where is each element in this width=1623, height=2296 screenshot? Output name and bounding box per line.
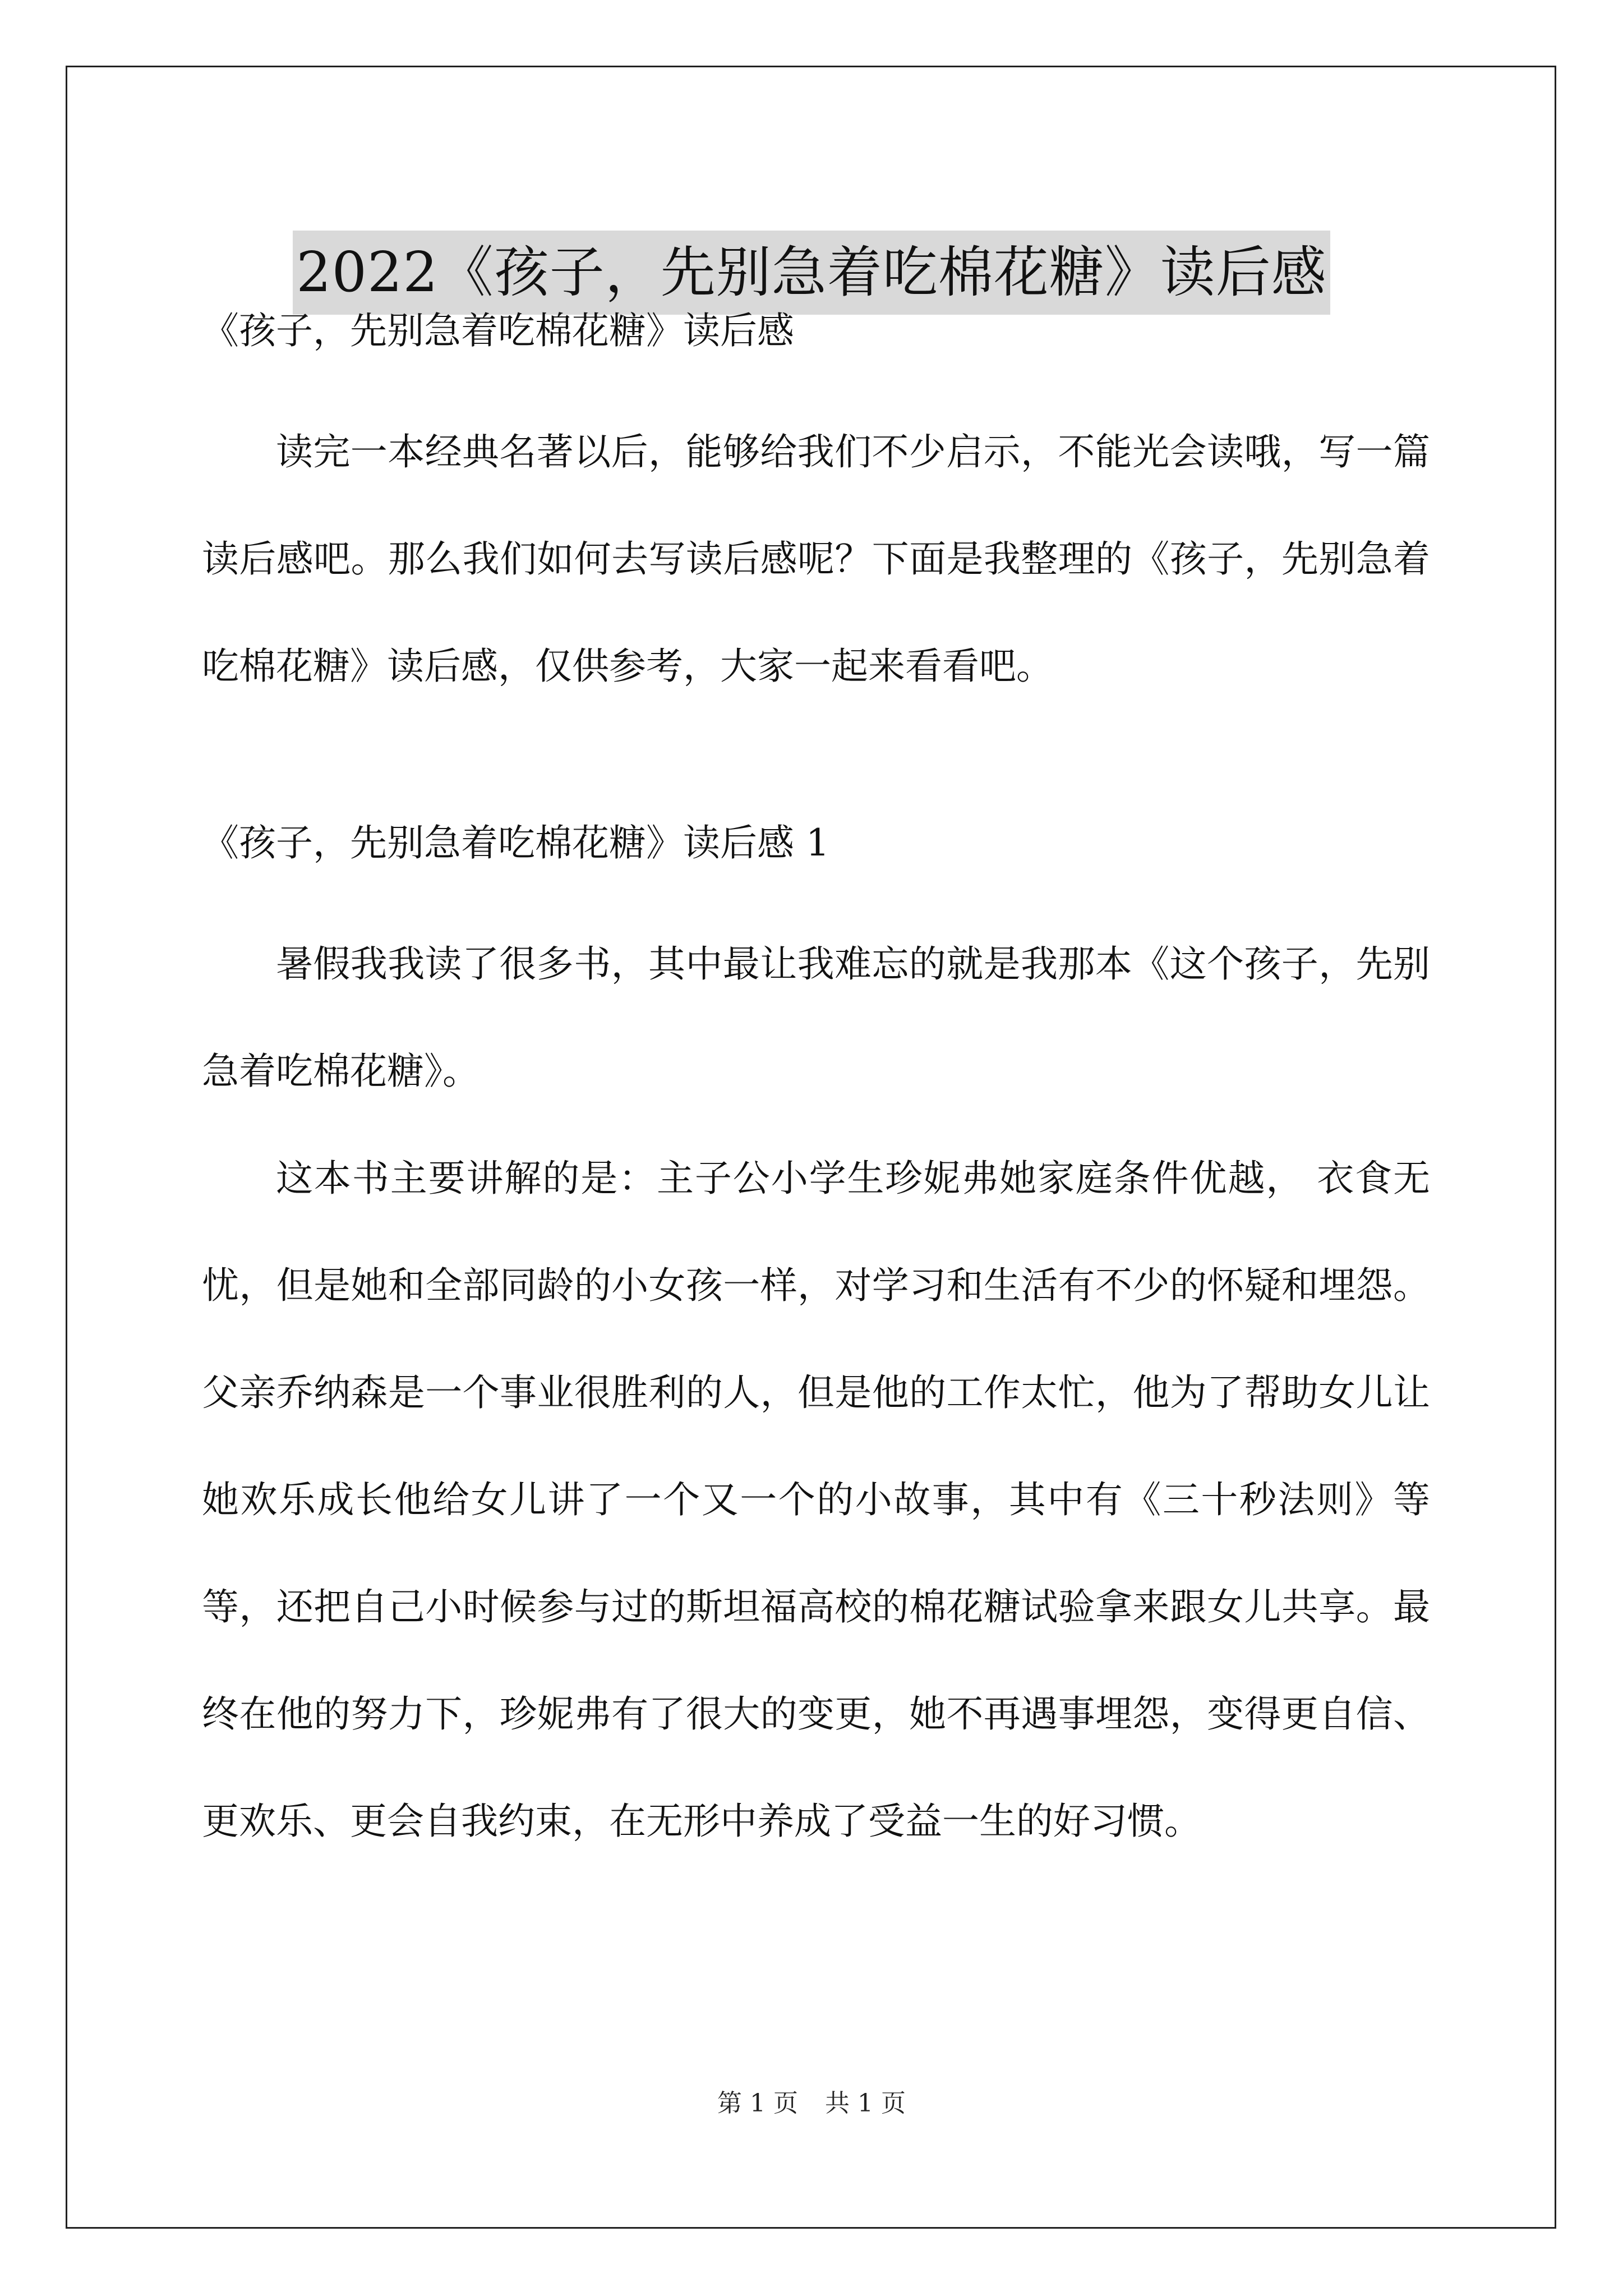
page-footer <box>0 2087 1623 2120</box>
intro-heading: 《孩子，先别急着吃棉花糖》读后感 <box>202 309 794 352</box>
page-total: 共 1 页 <box>825 2089 906 2118</box>
body-paragraph: 这本书主要讲解的是：主子公小学生珍妮弗她家庭条件优越， 衣食无忧，但是她和全部同龄的小女孩一样，对学习和生活有不少的怀疑和埋怨。父亲乔纳森是一个事业很胜利的人，但是他的工作太忙，他为了帮助女儿让她欢乐成长他给女儿讲了一个又一个的小故事，其中有《三十秒法则》等等，还把自己小时候参与过的斯坦福高校的棉花糖试验拿来跟女儿共享。最终在他的努力下，珍妮弗有了很大的变更，她不再遇事埋怨，变得更自信、更欢乐、更会自我约束，在无形中养成了受益一生的好习惯。 <box>202 1157 1430 1843</box>
document-body <box>202 303 1430 1875</box>
document-title: 2022《孩子，先别急着吃棉花糖》读后感 <box>293 231 1330 315</box>
intro-paragraph: 读完一本经典名著以后，能够给我们不少启示，不能光会读哦，写一篇读后感吧。那么我们如何去写读后感呢？下面是我整理的《孩子，先别急着吃棉花糖》读后感，仅供参考，大家一起来看看吧。 <box>202 430 1430 688</box>
body-paragraph: 暑假我我读了很多书，其中最让我难忘的就是我那本《这个孩子，先别急着吃棉花糖》。 <box>202 942 1430 1093</box>
section-heading: 《孩子，先别急着吃棉花糖》读后感 1 <box>202 821 829 864</box>
page-number: 第 1 页 <box>717 2089 798 2118</box>
